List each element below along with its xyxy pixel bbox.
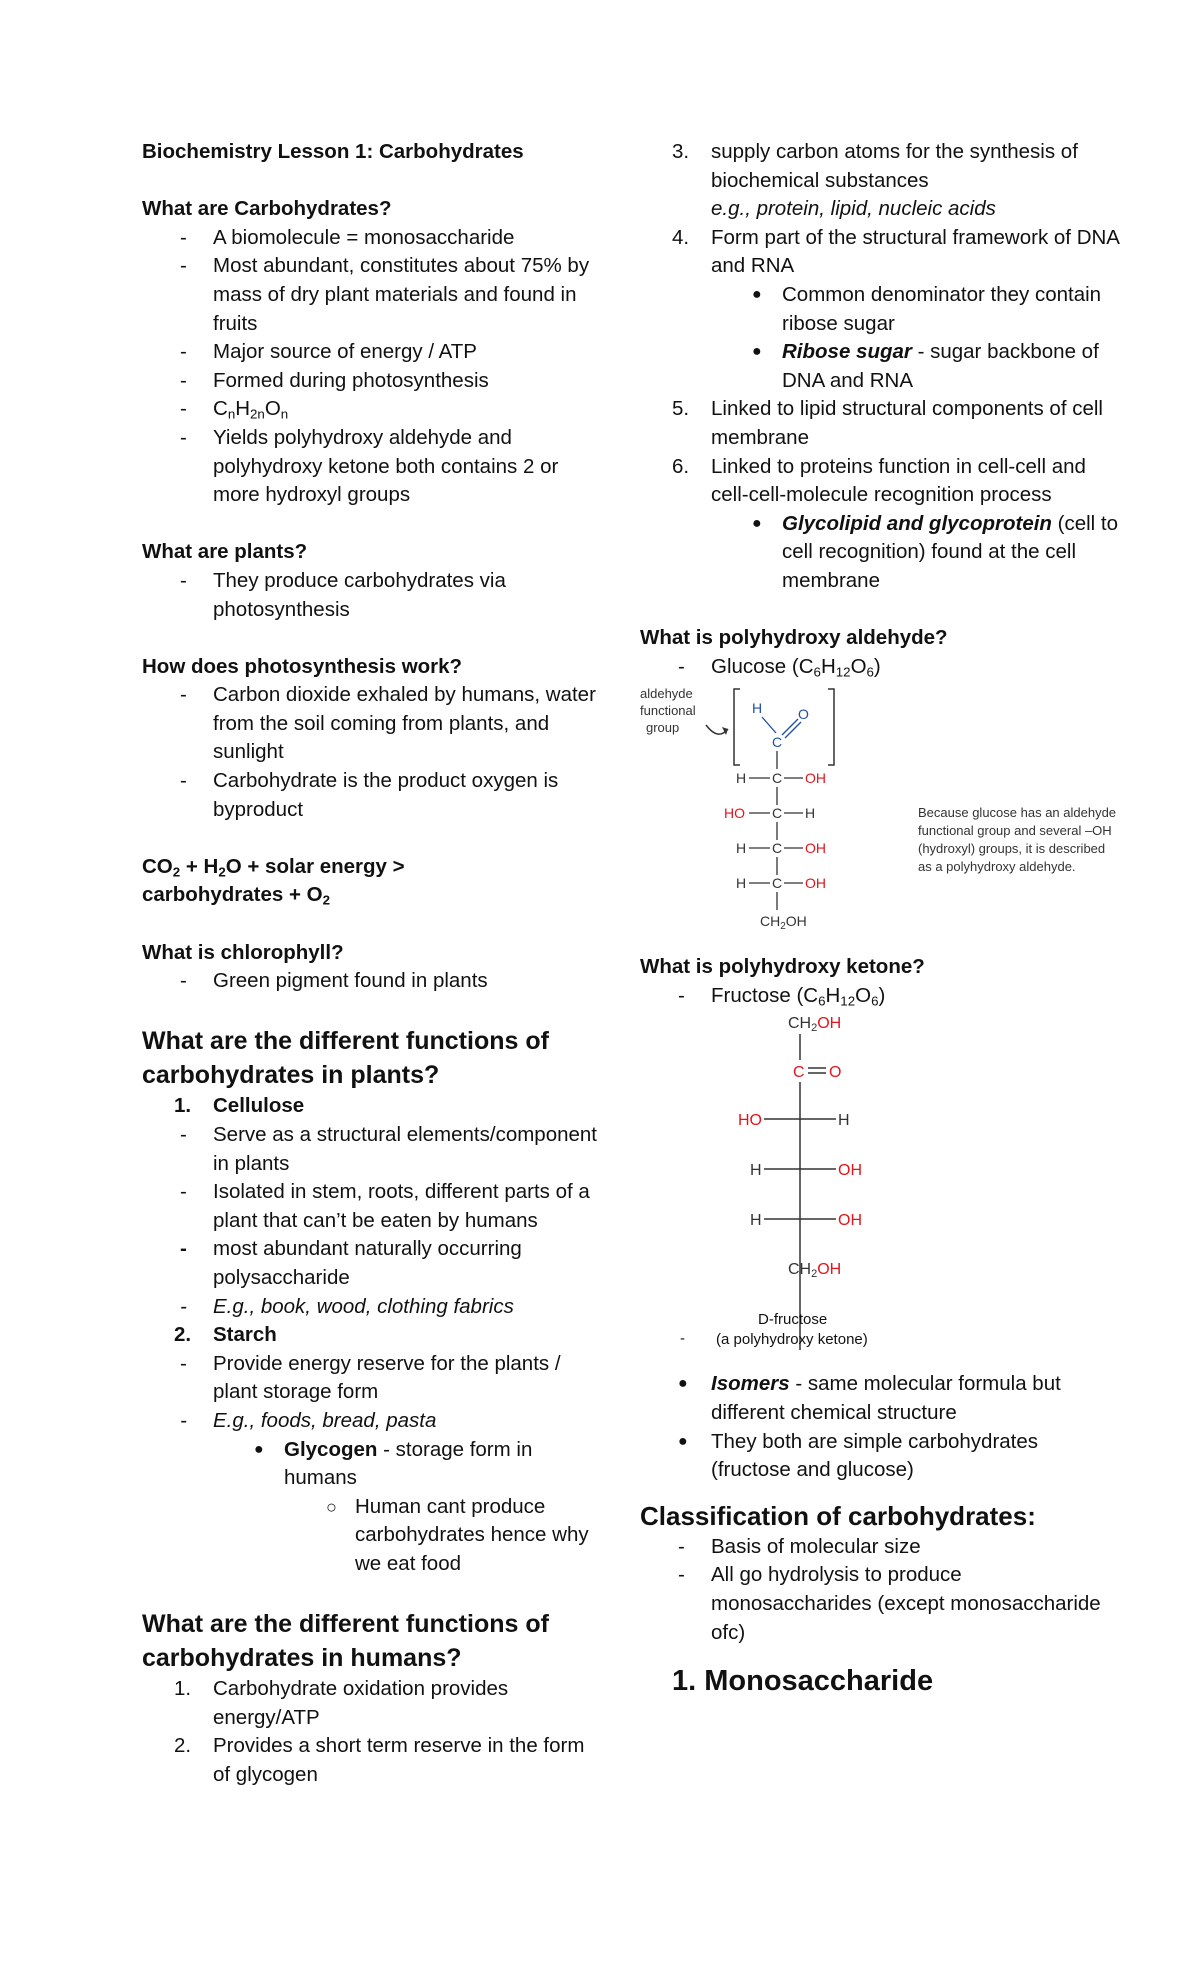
svg-text:OH: OH: [805, 875, 826, 892]
svg-text:CH2OH: CH2OH: [788, 1015, 842, 1035]
list-item: 2. Starch: [174, 1323, 277, 1347]
svg-text:C: C: [772, 875, 783, 892]
question-photosynthesis: How does photosynthesis work?: [142, 654, 463, 678]
svg-text:as a polyhydroxy aldehyde.: as a polyhydroxy aldehyde.: [918, 859, 1076, 875]
list-item: 1. Carbohydrate oxidation provides energy/ATP: [174, 1677, 509, 1729]
svg-text:H: H: [805, 805, 816, 822]
question-carbohydrates: What are Carbohydrates?: [142, 197, 392, 221]
svg-text:OH: OH: [838, 1162, 862, 1180]
svg-text:O: O: [829, 1064, 842, 1082]
list-item: - Isolated in stem, roots, different parts of a plant that can’t be eaten by humans: [180, 1180, 590, 1232]
glucose-structure-diagram: [640, 681, 1140, 951]
list-item: ● Ribose sugar - sugar backbone of DNA and RNA: [752, 340, 1099, 392]
svg-text:CH2OH: CH2OH: [788, 1261, 842, 1281]
formula-item: - $C_nH_{2n}O_n$: [180, 397, 289, 422]
left-column: [142, 138, 602, 1789]
list-item: - A biomolecule = monosaccharide: [180, 225, 515, 249]
list-item: - Carbohydrate is the product oxygen is byproduct: [180, 769, 559, 821]
svg-text:C: C: [772, 840, 783, 857]
svg-text:Because glucose has an aldehyd: Because glucose has an aldehyde: [918, 805, 1117, 821]
bracket-right: [828, 689, 834, 765]
list-item: 4. Form part of the structural framework of DNA and RNA: [672, 225, 1119, 278]
svg-text:H: H: [750, 1212, 762, 1230]
list-item: 1. Cellulose: [174, 1094, 305, 1118]
list-item: 3. supply carbon atoms for the synthesis of biochemical substances e.g., protein, lipid, nucleic acids: [672, 140, 1078, 221]
svg-text:group: group: [646, 720, 680, 736]
aldehyde-callout: [640, 686, 696, 735]
list-item: ● Common denominator they contain ribose sugar: [752, 282, 1102, 335]
question-chlorophyll: What is chlorophyll?: [142, 940, 344, 964]
list-item: - Yields polyhydroxy aldehyde and polyhydroxy ketone both contains 2 or more hydroxyl groups: [180, 425, 559, 507]
svg-text:HO: HO: [724, 805, 745, 822]
list-item: 6. Linked to proteins function in cell-cell and cell-cell-molecule recognition process: [672, 454, 1086, 507]
svg-text:C: C: [772, 805, 783, 822]
question-aldehyde: What is polyhydroxy aldehyde?: [640, 626, 948, 650]
list-item: - Major source of energy / ATP: [180, 340, 477, 364]
list-item: - most abundant naturally occurring polysaccharide: [180, 1237, 522, 1289]
list-item: - Formed during photosynthesis: [180, 368, 489, 392]
list-item: 5. Linked to lipid structural components of cell membrane: [672, 397, 1103, 449]
bracket-left: [734, 689, 740, 765]
svg-text:H: H: [736, 875, 747, 892]
svg-text:aldehyde: aldehyde: [640, 686, 693, 702]
glucose-caption: [918, 805, 1116, 874]
atom-o: O: [798, 706, 809, 723]
list-item: ● Glycogen - storage form in humans: [254, 1437, 533, 1490]
question-ketone: What is polyhydroxy ketone?: [640, 955, 925, 979]
atom-h: H: [752, 700, 763, 717]
list-item: - E.g., book, wood, clothing fabrics: [180, 1294, 514, 1318]
fructose-structure-diagram: [640, 1010, 1040, 1380]
list-item: - E.g., foods, bread, pasta: [180, 1408, 437, 1432]
svg-text:CH2OH: $CH_2OH$: [760, 913, 807, 933]
fructose-label: - Fructose $(C_6H_{12}O_6)$: [678, 983, 886, 1009]
list-item: 2. Provides a short term reserve in the form of glycogen: [174, 1734, 585, 1786]
list-item: - Provide energy reserve for the plants / plant storage form: [180, 1351, 561, 1404]
list-item: ● They both are simple carbohydrates (fructose and glucose): [678, 1429, 1039, 1482]
atom-c: C: [772, 734, 783, 751]
svg-text:C: C: [793, 1064, 805, 1082]
list-item: - All go hydrolysis to produce monosaccharides (except monosaccharide ofc): [678, 1563, 1101, 1644]
list-item: ● Isomers - same molecular formula but different chemical structure: [678, 1372, 1061, 1425]
list-item: - They produce carbohydrates via photosynthesis: [180, 568, 506, 621]
question-plants: What are plants?: [142, 540, 308, 564]
list-item: - Carbon dioxide exhaled by humans, water from the soil coming from plants, and sunlight: [180, 683, 596, 764]
list-item: - Green pigment found in plants: [180, 969, 488, 993]
heading-functions-plants: What are the different functions of carbohydrates in plants?: [142, 1027, 549, 1090]
fructose-name: D-fructose: [758, 1311, 828, 1329]
right-column: [640, 138, 1120, 1701]
bond: [762, 717, 776, 733]
svg-text:functional: functional: [640, 703, 696, 719]
svg-text:H: H: [838, 1112, 850, 1130]
svg-text:OH: OH: [805, 770, 826, 787]
svg-text:-: -: [680, 1330, 685, 1348]
fructose-subtitle: (a polyhydroxy ketone): [716, 1331, 868, 1349]
photosynthesis-equation: $CO_2 + H_2O$ + solar energy >: [142, 854, 405, 880]
svg-text:functional group and several –: functional group and several –OH: [918, 823, 1112, 839]
svg-text:OH: OH: [838, 1212, 862, 1230]
heading-classification: Classification of carbohydrates:: [640, 1500, 1036, 1531]
glucose-label: - Glucose $(C_6H_{12}O_6)$: [678, 654, 881, 680]
heading-monosaccharide: 1. Monosaccharide: [672, 1665, 934, 1698]
svg-text:C: C: [772, 770, 783, 787]
document-title: Biochemistry Lesson 1: Carbohydrates: [142, 140, 524, 163]
heading-functions-humans: What are the different functions of carbohydrates in humans?: [142, 1610, 549, 1673]
svg-text:(hydroxyl) groups, it is descr: (hydroxyl) groups, it is described: [918, 841, 1106, 857]
svg-text:OH: OH: [805, 840, 826, 857]
list-item: ● Glycolipid and glycoprotein (cell to cell recognition) found at the cell membrane: [752, 511, 1119, 592]
svg-text:H: H: [736, 840, 747, 857]
svg-text:H: H: [736, 770, 747, 787]
svg-text:H: H: [750, 1162, 762, 1180]
list-item: - Serve as a structural elements/component in plants: [180, 1123, 597, 1175]
list-item: - Basis of molecular size: [678, 1534, 921, 1558]
photosynthesis-equation-result: carbohydrates + $O_2$: [142, 883, 330, 908]
list-item: - Most abundant, constitutes about 75% by mass of dry plant materials and found in fruits: [180, 254, 590, 335]
svg-text:HO: HO: [738, 1112, 762, 1130]
list-item: ○ Human cant produce carbohydrates hence why we eat food: [326, 1494, 589, 1575]
